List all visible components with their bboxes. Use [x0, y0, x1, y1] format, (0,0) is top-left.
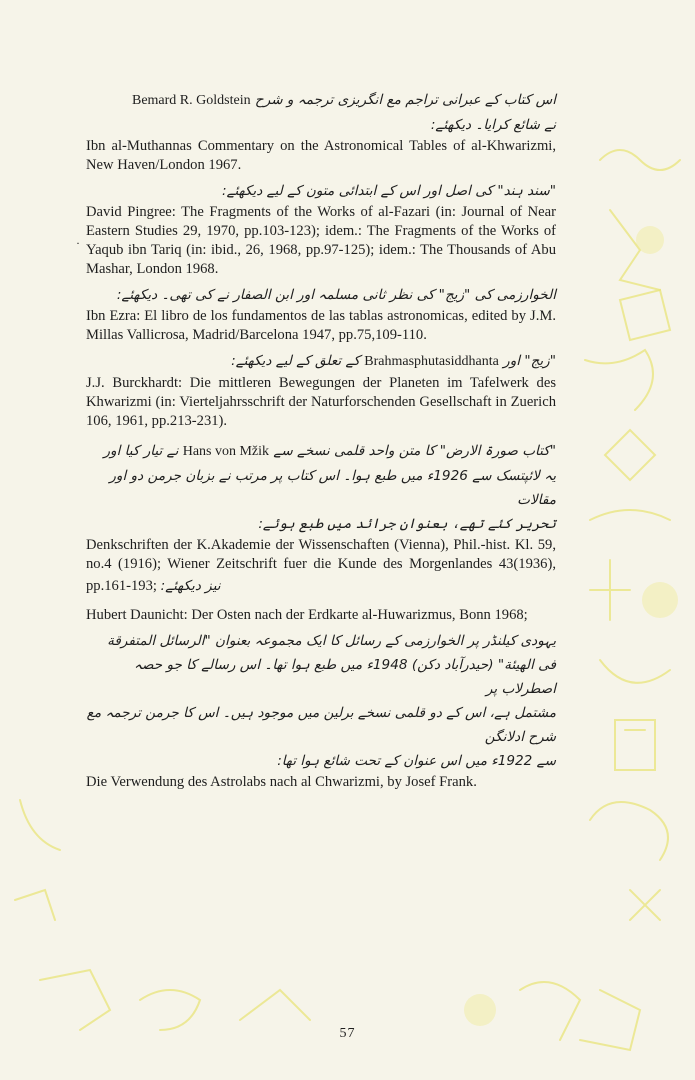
- urdu-note-sindhind: [86, 179, 556, 203]
- urdu-line: "زیج" اور: [503, 353, 556, 369]
- citation-ibn-al-muthanna: Ibn al-Muthannas Commentary on the Astronomical Tables of al-Khwarizmi, New Haven/London 1967.: [86, 138, 556, 173]
- citation-frank: Die Verwendung des Astrolabs nach al Chwarizmi, by Josef Frank.: [86, 774, 477, 790]
- urdu-see-also: نیز دیکھئے:: [160, 578, 221, 594]
- urdu-line: یہ لائپتسک سے 1926ء میں طبع ہوا۔ اس کتاب پر مرتب نے بزبان جرمن دو اور مقالات: [109, 468, 556, 508]
- citation-text: Denkschriften der K.Akademie der Wissenschaften (Vienna), Phil.-hist. Kl. 59, no.4 (1916); Wiener Zeitschrift fuer die Kunde des Morgenlandes 43(1936), pp.161-193;: [86, 537, 556, 594]
- latin-name: Bemard R. Goldstein: [131, 93, 251, 108]
- urdu-line: الخوارزمی کی "زیج" کی نظر ثانی مسلمہ اور ابن الصفار نے کی تھی۔ دیکھئے:: [116, 287, 556, 303]
- urdu-line: فی الهیئة" (حیدرآباد دکن) 1948ء میں طبع ہوا تھا۔ اس رسالے کا جو حصہ اصطرلاب پر: [134, 657, 556, 697]
- urdu-line: نے شائع کرایا۔ دیکھئے:: [430, 117, 556, 133]
- urdu-line: "کتاب صورۃ الارض" کا متن واحد قلمی نسخے سے: [273, 443, 556, 459]
- citation-burckhardt: J.J. Burckhardt: Die mittleren Bewegungen der Planeten im Tafelwerk des Khwarizmi (in: Vierteljahrsschrift der Naturforschenden Gesellschaft in Zuerich 106, 1961, pp.213-231).: [86, 375, 556, 429]
- page-number: 57: [339, 1026, 356, 1041]
- urdu-line: نے تیار کیا اور: [103, 443, 179, 459]
- urdu-note-astrolabe: [86, 629, 556, 773]
- urdu-note-goldstein: [86, 88, 556, 137]
- text-block: [86, 88, 556, 792]
- urdu-line: اس کتاب کے عبرانی تراجم مع انگریزی ترجمہ و شرح: [254, 92, 556, 108]
- urdu-line: یہودی کیلنڈر پر الخوارزمی کے رسائل کا ایک مجموعہ بعنوان "الرسائل المتفرقة: [107, 633, 556, 649]
- urdu-note-zij-revision: [86, 283, 556, 307]
- urdu-line: سے 1922ء میں اس عنوان کے تحت شائع ہوا تھا:: [277, 753, 556, 769]
- citation-ibn-ezra: Ibn Ezra: El libro de los fundamentos de las tablas astronomicas, edited by J.M. Millas Vallicrosa, Madrid/Barcelona 1947, pp.75,109-110.: [86, 308, 556, 343]
- urdu-note-surat-al-ard: [86, 439, 556, 536]
- urdu-line: تحریر کئے تھے، بعنوان جرائد میں طبع ہوئے:: [258, 516, 556, 532]
- latin-name: Brahmasphutasiddhanta: [364, 354, 499, 369]
- citation-pingree: David Pingree: The Fragments of the Works of al-Fazari (in: Journal of Near Eastern Studies 29, 1970, pp.103-123); idem.: The Fragments of the Works of Yaqub ibn Tariq (in: ibid., 26, 1968, pp.97-125); idem.: The Thousands of Abu Mashar, London 1968.: [86, 204, 556, 277]
- citation-daunicht: Hubert Daunicht: Der Osten nach der Erdkarte al-Huwarizmus, Bonn 1968;: [86, 607, 528, 623]
- urdu-line: مشتمل ہے، اس کے دو قلمی نسخے برلین میں موجود ہیں۔ اس کا جرمن ترجمہ مع شرح ادلانگن: [86, 705, 556, 745]
- margin-mark: ·: [76, 236, 80, 250]
- citation-denkschriften: [86, 536, 556, 598]
- urdu-line: "سند ہند" کی اصل اور اس کے ابتدائی متون کے لیے دیکھئے:: [222, 183, 556, 199]
- urdu-line: کے تعلق کے لیے دیکھئے:: [231, 353, 360, 369]
- latin-name: Hans von Mžik: [182, 444, 270, 459]
- urdu-note-brahmasphuta: [86, 349, 556, 374]
